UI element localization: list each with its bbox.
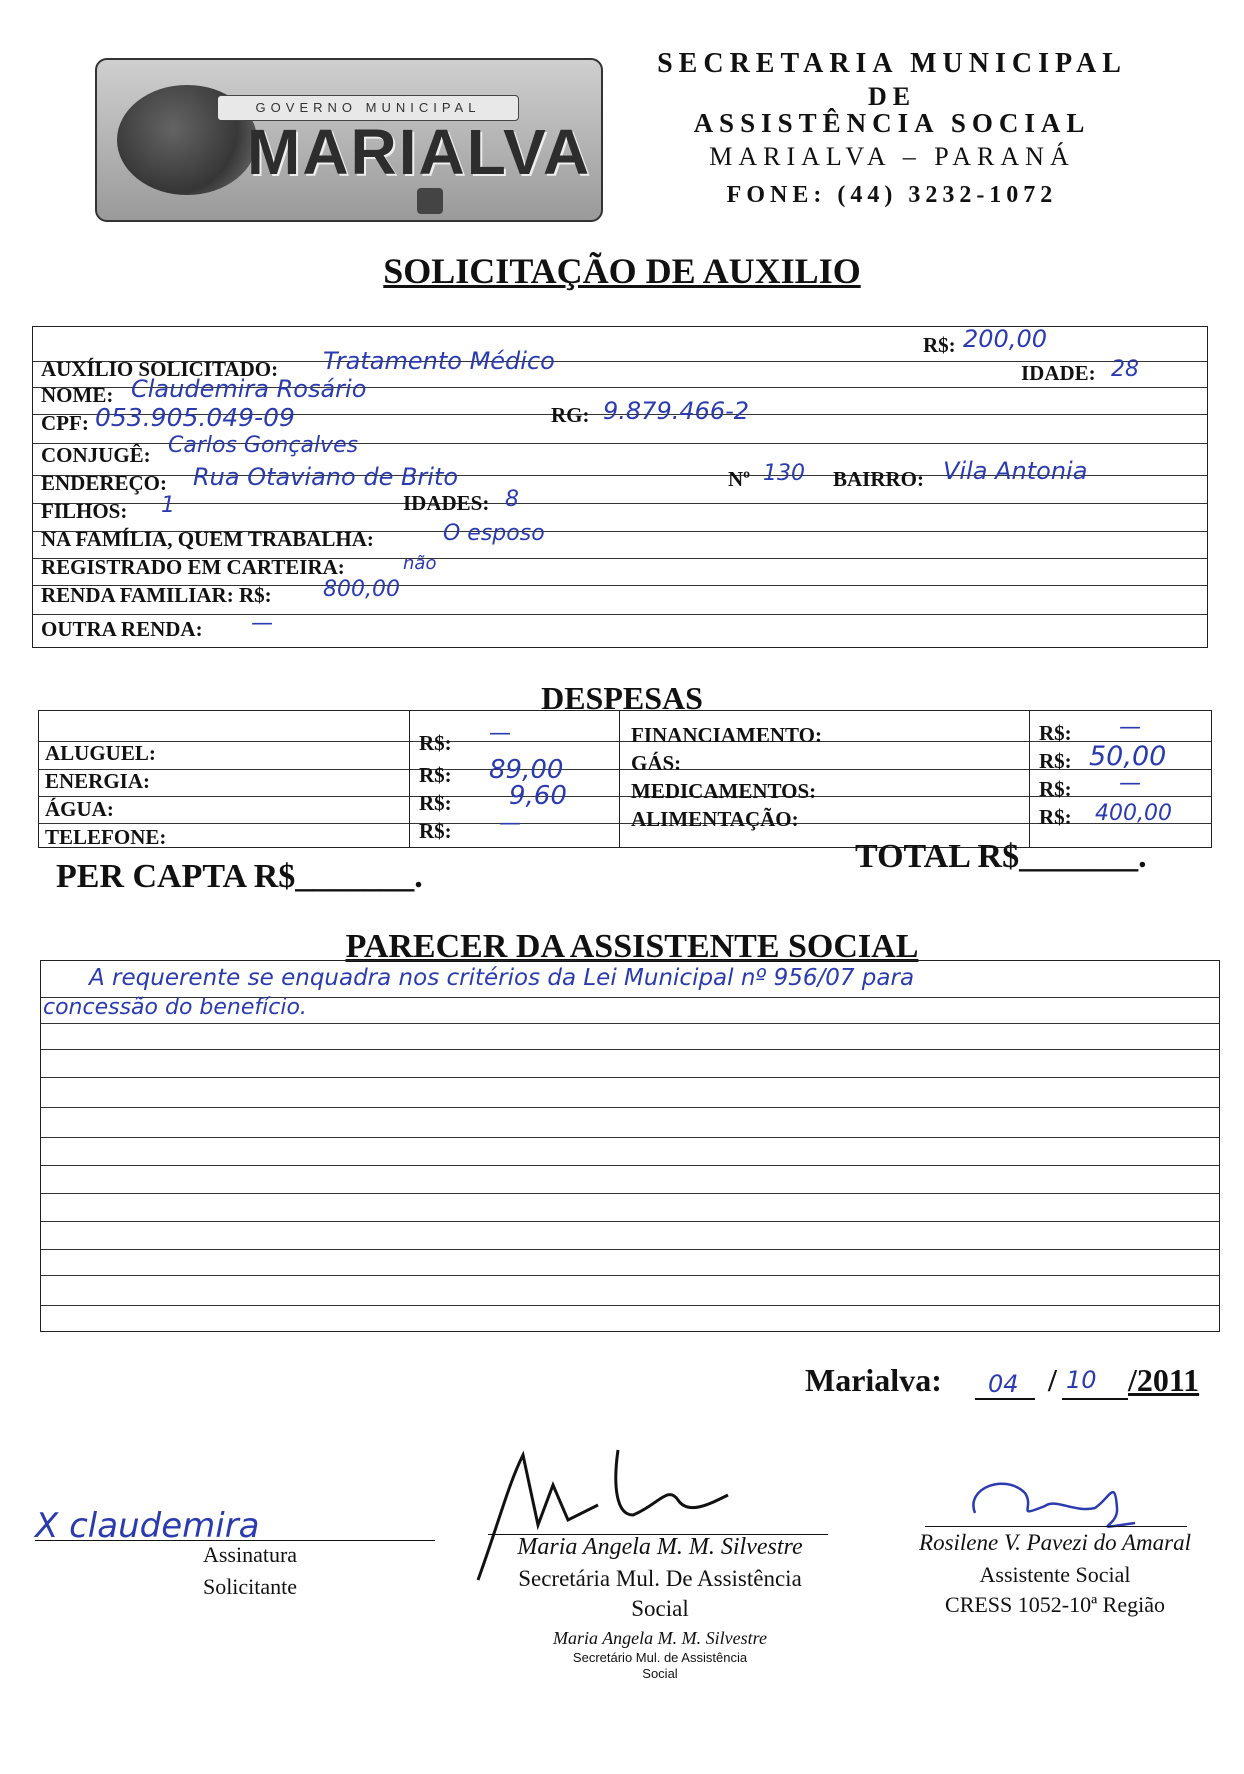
secretary-name: Maria Angela M. M. Silvestre xyxy=(517,1534,803,1560)
social-worker-title-2: CRESS 1052-10ª Região xyxy=(945,1592,1165,1617)
per-capta: PER CAPTA R$_______. xyxy=(56,858,423,895)
medicamentos-label: MEDICAMENTOS: xyxy=(631,779,817,803)
telefone-value: — xyxy=(499,811,521,836)
nome-label: NOME: xyxy=(41,383,114,407)
rg-value: 9.879.466-2 xyxy=(603,397,750,425)
alimentacao-label: ALIMENTAÇÃO: xyxy=(631,807,799,831)
aluguel-label: ALUGUEL: xyxy=(45,741,156,765)
header-phone: FONE: (44) 3232-1072 xyxy=(726,182,1058,208)
date-year: /2011 xyxy=(1128,1362,1200,1398)
expenses-row-line xyxy=(39,823,1211,824)
header-line-3: ASSISTÊNCIA SOCIAL xyxy=(693,108,1091,138)
energia-value: 89,00 xyxy=(489,755,564,785)
rs-label: R$: xyxy=(1039,805,1072,829)
date-place: Marialva: xyxy=(805,1362,942,1398)
secretary-title-2: Social xyxy=(631,1596,689,1621)
conjuge-label: CONJUGÊ: xyxy=(41,443,151,467)
secretary-signature xyxy=(468,1445,768,1585)
opinion-line-1: A requerente se enquadra nos critérios da Lei Municipal nº 956/07 para xyxy=(89,965,915,991)
rs-label: R$: xyxy=(1039,721,1072,745)
crest-icon xyxy=(417,188,443,214)
form-title: SOLICITAÇÃO DE AUXILIO xyxy=(383,251,861,291)
opinion-title: PARECER DA ASSISTENTE SOCIAL xyxy=(345,928,919,965)
header-line-2: DE xyxy=(867,82,917,111)
gas-value: 50,00 xyxy=(1089,741,1167,772)
applicant-signature-line xyxy=(35,1540,435,1541)
quem-trabalha-label: NA FAMÍLIA, QUEM TRABALHA: xyxy=(41,527,374,551)
aluguel-value: — xyxy=(489,721,511,746)
idade-value: 28 xyxy=(1111,357,1139,382)
telefone-label: TELEFONE: xyxy=(45,825,167,849)
opinion-line xyxy=(41,1077,1219,1078)
endereco-label: ENDEREÇO: xyxy=(41,471,168,495)
auxilio-label: AUXÍLIO SOLICITADO: xyxy=(41,357,279,381)
nome-value: Claudemira Rosário xyxy=(131,375,367,403)
financiamento-label: FINANCIAMENTO: xyxy=(631,723,822,747)
expenses-divider xyxy=(409,711,410,847)
medicamentos-value: — xyxy=(1119,771,1141,796)
logo-ribbon: GOVERNO MUNICIPAL xyxy=(217,95,519,121)
rs-label: R$: xyxy=(419,731,452,755)
social-worker-name: Rosilene V. Pavezi do Amaral xyxy=(919,1530,1191,1555)
idades-label: IDADES: xyxy=(403,491,490,515)
auxilio-value: Tratamento Médico xyxy=(323,347,555,375)
opinion-line xyxy=(41,1305,1219,1306)
filhos-value: 1 xyxy=(161,493,175,518)
numero-label: Nº xyxy=(728,467,751,491)
energia-label: ENERGIA: xyxy=(45,769,151,793)
quem-trabalha-value: O esposo xyxy=(443,521,545,546)
header-line-4: MARIALVA – PARANÁ xyxy=(709,142,1075,171)
agua-value: 9,60 xyxy=(509,781,567,811)
total: TOTAL R$_______. xyxy=(855,838,1147,875)
opinion-box xyxy=(40,960,1220,1332)
rs-label: R$: xyxy=(419,763,452,787)
date-day-line xyxy=(975,1398,1035,1400)
opinion-line xyxy=(41,1193,1219,1194)
secretary-stamp-2: Secretário Mul. de Assistência xyxy=(572,1650,748,1665)
idade-label: IDADE: xyxy=(1021,361,1096,385)
expenses-divider xyxy=(1029,711,1030,847)
date-month-line xyxy=(1062,1398,1128,1400)
outra-renda-label: OUTRA RENDA: xyxy=(41,617,203,641)
outra-renda-value: — xyxy=(251,611,273,636)
filhos-label: FILHOS: xyxy=(41,499,128,523)
social-worker-signature xyxy=(955,1468,1155,1538)
rg-label: RG: xyxy=(551,403,590,427)
request-form xyxy=(32,326,1208,648)
expenses-divider xyxy=(619,711,620,847)
expenses-row-line xyxy=(39,741,1211,742)
secretary-title-1: Secretária Mul. De Assistência xyxy=(518,1566,802,1591)
applicant-caption-2: Solicitante xyxy=(202,1574,298,1599)
expenses-title: DESPESAS xyxy=(541,680,703,716)
registrado-label: REGISTRADO EM CARTEIRA: xyxy=(41,555,345,579)
rs-label: R$: xyxy=(419,819,452,843)
opinion-line xyxy=(41,1165,1219,1166)
rs-label: R$: xyxy=(419,791,452,815)
expenses-row-line xyxy=(39,796,1211,797)
alimentacao-value: 400,00 xyxy=(1095,801,1172,826)
agua-label: ÁGUA: xyxy=(45,797,114,821)
secretary-stamp-1: Maria Angela M. M. Silvestre xyxy=(553,1628,767,1648)
date-day: 04 xyxy=(988,1370,1019,1398)
opinion-line xyxy=(41,1023,1219,1024)
opinion-line xyxy=(41,1137,1219,1138)
rs-label: R$: xyxy=(1039,777,1072,801)
renda-value: 800,00 xyxy=(323,577,400,602)
marialva-logo xyxy=(95,58,603,222)
date-sep: / xyxy=(1048,1362,1057,1398)
applicant-signature: X claudemira xyxy=(35,1506,260,1546)
expenses-row-line xyxy=(39,769,1211,770)
opinion-line-2: concessão do benefício. xyxy=(43,995,307,1020)
bairro-label: BAIRRO: xyxy=(833,467,925,491)
opinion-line xyxy=(41,1107,1219,1108)
conjuge-value: Carlos Gonçalves xyxy=(168,433,359,458)
applicant-caption-1: Assinatura xyxy=(202,1542,298,1567)
cpf-value: 053.905.049-09 xyxy=(95,403,295,432)
financiamento-value: — xyxy=(1119,715,1141,740)
secretary-stamp-3: Social xyxy=(642,1666,678,1681)
renda-label: RENDA FAMILIAR: R$: xyxy=(41,583,272,607)
social-worker-signature-line xyxy=(925,1526,1187,1527)
idades-value: 8 xyxy=(505,487,519,512)
gas-label: GÁS: xyxy=(631,751,682,775)
date-month: 10 xyxy=(1066,1366,1097,1394)
logo-name: MARIALVA xyxy=(247,116,592,188)
rs-value: 200,00 xyxy=(963,325,1047,353)
numero-value: 130 xyxy=(763,461,805,486)
opinion-line xyxy=(41,1221,1219,1222)
opinion-line xyxy=(41,1049,1219,1050)
opinion-line xyxy=(41,1275,1219,1276)
opinion-line xyxy=(41,1249,1219,1250)
cpf-label: CPF: xyxy=(41,411,89,435)
social-worker-title-1: Assistente Social xyxy=(979,1562,1131,1587)
registrado-value: não xyxy=(403,553,437,574)
expenses-table xyxy=(38,710,1212,848)
header-line-1: SECRETARIA MUNICIPAL xyxy=(657,48,1127,79)
rs-label: R$: xyxy=(1039,749,1072,773)
rs-label: R$: xyxy=(923,333,956,357)
bairro-value: Vila Antonia xyxy=(943,457,1088,485)
endereco-value: Rua Otaviano de Brito xyxy=(193,463,459,491)
